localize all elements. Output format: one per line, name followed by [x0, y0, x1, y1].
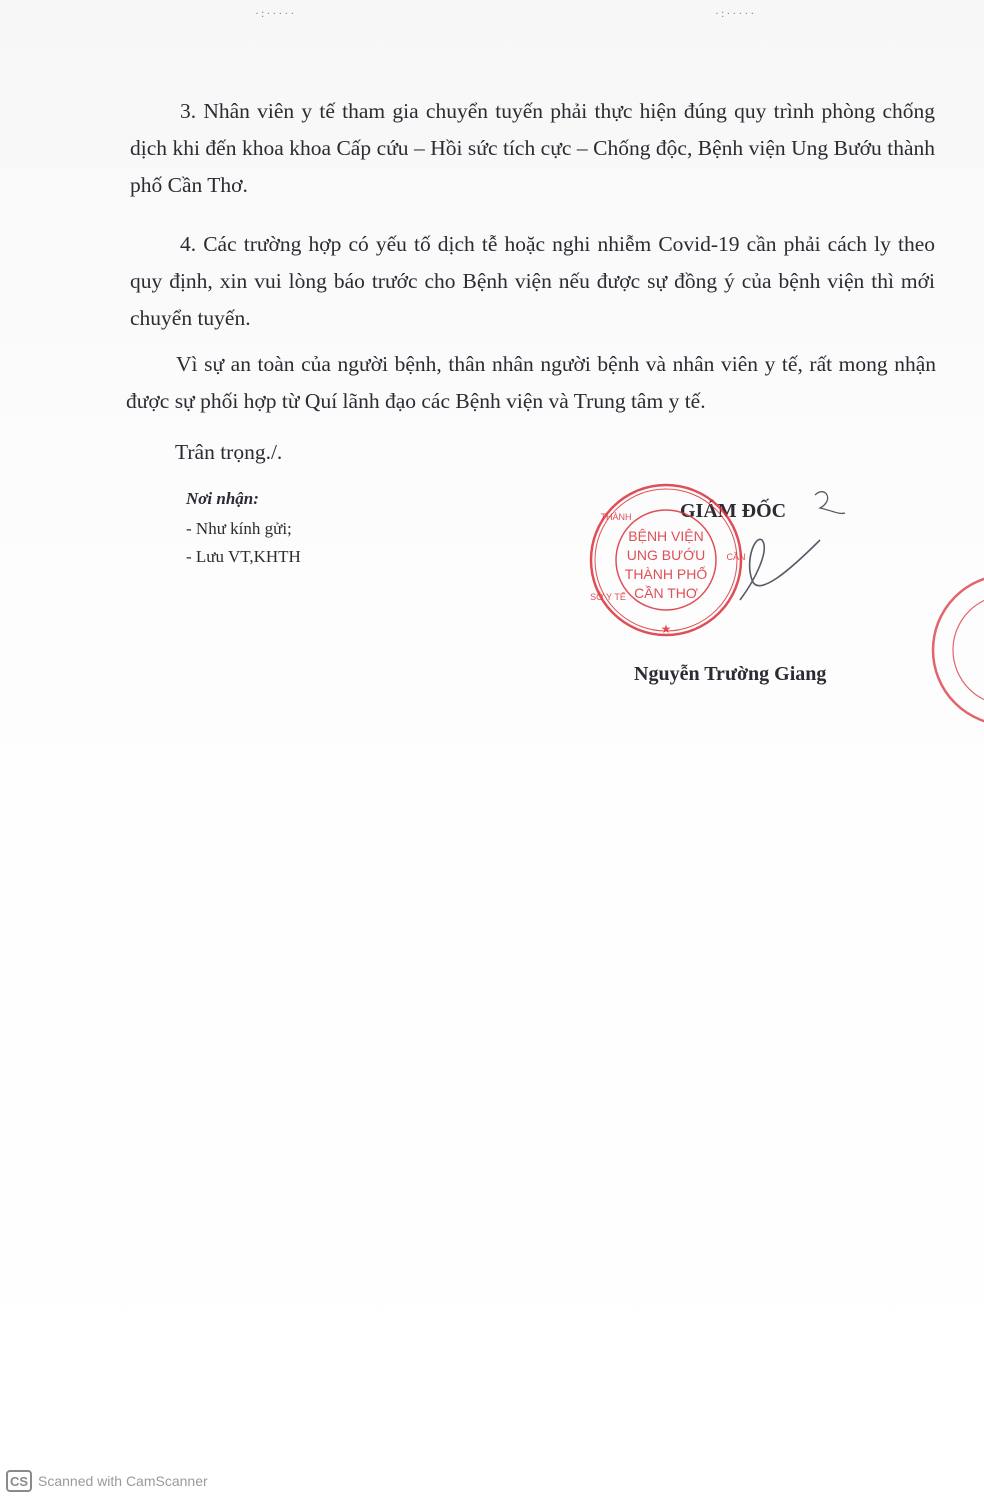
svg-text:SỞ Y TẾ: SỞ Y TẾ — [590, 592, 626, 602]
svg-text:CẦN THƠ: CẦN THƠ — [634, 585, 698, 601]
svg-text:CẦN: CẦN — [726, 552, 746, 562]
recipients-title: Nơi nhận: — [186, 489, 259, 508]
director-title: GIÁM ĐỐC — [680, 500, 787, 522]
handwritten-signature — [700, 480, 850, 630]
closing-greeting: Trân trọng./. — [175, 440, 283, 464]
paragraph-closing-request: Vì sự an toàn của người bệnh, thân nhân người bệnh và nhân viên y tế, rất mong nhận được sự phối hợp từ Quí lãnh đạo các Bệnh viện và Trung tâm y tế. — [126, 352, 936, 413]
scanner-watermark-text: Scanned with CamScanner — [38, 1473, 208, 1489]
signer-name: Nguyễn Trường Giang — [634, 663, 827, 685]
svg-text:THÀNH PHỐ: THÀNH PHỐ — [624, 566, 708, 582]
scanner-footer — [0, 1462, 984, 1500]
paragraph-3: 3. Nhân viên y tế tham gia chuyển tuyến phải thực hiện đúng quy trình phòng chống dịch khi đến khoa khoa Cấp cứu – Hồi sức tích cực – Chống độc, Bệnh viện Ung Bướu thành phố Cần Thơ. — [130, 99, 935, 197]
scan-artifact: ·:····· — [255, 6, 297, 20]
recipients-list — [186, 515, 301, 571]
svg-text:UNG BƯỚU: UNG BƯỚU — [626, 547, 706, 563]
paragraph-4: 4. Các trường hợp có yếu tố dịch tễ hoặc nghi nhiễm Covid-19 cần phải cách ly theo quy định, xin vui lòng báo trước cho Bệnh viện nếu được sự đồng ý của bệnh viện thì mới chuyển tuyến. — [130, 232, 935, 330]
camscanner-logo-icon: CS — [6, 1470, 32, 1492]
svg-text:BỆNH VIỆN: BỆNH VIỆN — [628, 528, 704, 544]
partial-seal — [930, 570, 984, 730]
svg-text:★: ★ — [660, 622, 672, 636]
svg-text:THÀNH: THÀNH — [600, 512, 632, 522]
scan-artifact: ·:····· — [715, 6, 757, 20]
recipient-item: - Lưu VT,KHTH — [186, 547, 301, 566]
recipient-item: - Như kính gửi; — [186, 519, 292, 538]
